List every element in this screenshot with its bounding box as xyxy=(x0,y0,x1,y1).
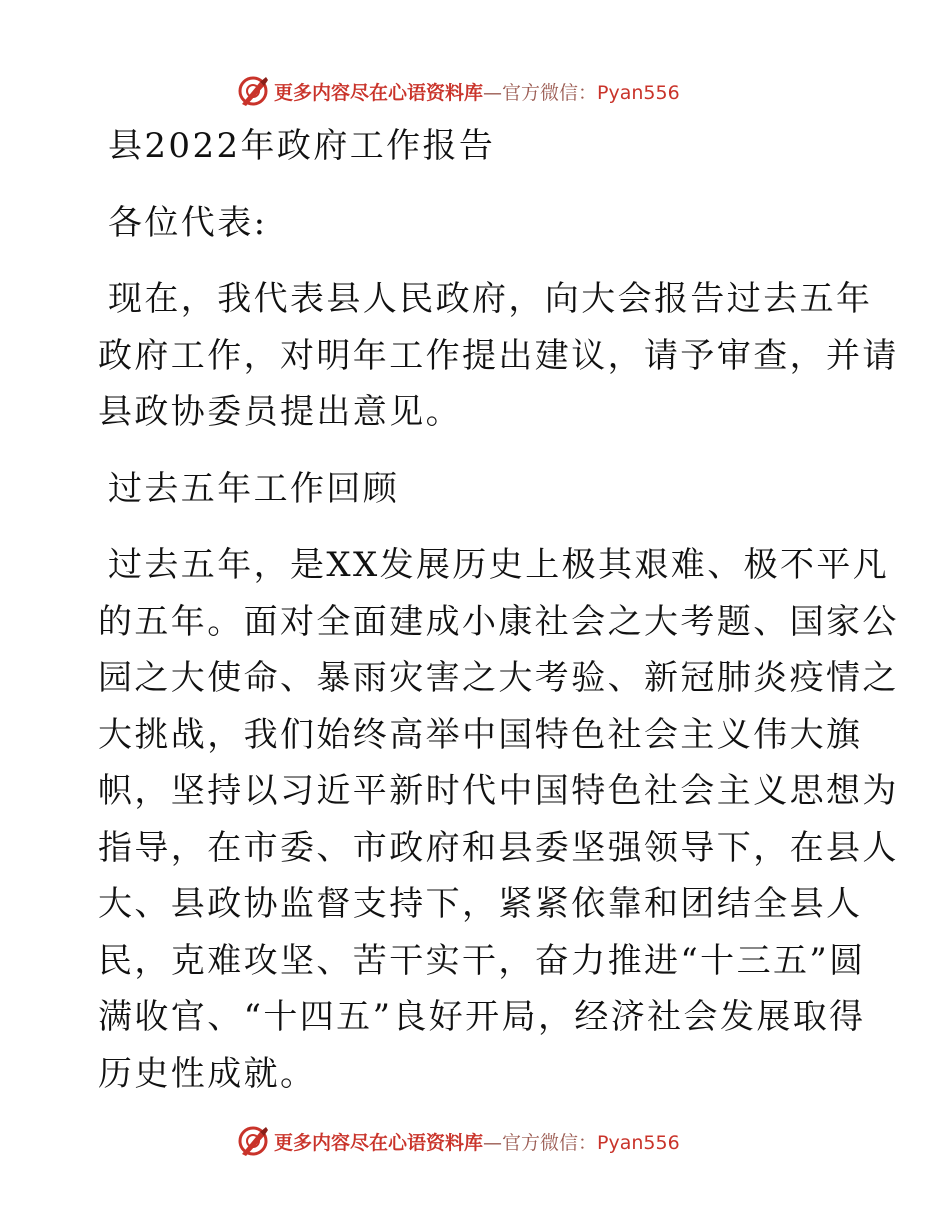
watermark-part1: 更多内容尽在心语资料库 xyxy=(274,1131,484,1154)
paragraph-line: 县政协委员提出意见。 xyxy=(98,392,462,432)
paragraph-line: 现在，我代表县人民政府，向大会报告过去五年 xyxy=(108,279,873,319)
watermark-part3: Pyan556 xyxy=(597,81,680,104)
paragraph-line: 历史性成就。 xyxy=(98,1053,317,1094)
salutation: 各位代表: xyxy=(108,202,268,243)
watermark-part3: Pyan556 xyxy=(597,1131,680,1154)
paragraph-line: 过去五年，是XX发展历史上极其艰难、极不平凡 xyxy=(108,545,890,585)
paragraph-line: 的五年。面对全面建成小康社会之大考题、国家公 xyxy=(98,601,899,642)
paragraph-line: 帜，坚持以习近平新时代中国特色社会主义思想为 xyxy=(98,771,899,811)
pen-logo-icon xyxy=(236,1124,270,1158)
footer-watermark xyxy=(236,1124,680,1158)
watermark-part1: 更多内容尽在心语资料库 xyxy=(274,81,484,104)
paragraph-2 xyxy=(98,537,899,1102)
paragraph-line: 政府工作，对明年工作提出建议，请予审查，并请 xyxy=(98,335,899,376)
paragraph-line: 满收官、“十四五”良好开局，经济社会发展取得 xyxy=(98,997,866,1037)
paragraph-line: 指导，在市委、市政府和县委坚强领导下，在县人 xyxy=(98,827,899,868)
document-body xyxy=(98,118,899,1102)
watermark-text xyxy=(274,78,680,105)
paragraph-line: 大、县政协监督支持下，紧紧依靠和团结全县人 xyxy=(98,884,863,924)
watermark-text xyxy=(274,1128,680,1155)
header-watermark xyxy=(236,74,680,108)
section-heading: 过去五年工作回顾 xyxy=(108,468,400,509)
paragraph-line: 民，克难攻坚、苦干实干，奋力推进“十三五”圆 xyxy=(98,940,866,981)
watermark-part2: —官方微信： xyxy=(483,1131,598,1154)
paragraph-line: 大挑战，我们始终高举中国特色社会主义伟大旗 xyxy=(98,714,863,755)
paragraph-line: 园之大使命、暴雨灾害之大考验、新冠肺炎疫情之 xyxy=(98,658,899,698)
paragraph-1 xyxy=(98,271,899,441)
pen-logo-icon xyxy=(236,74,270,108)
watermark-part2: —官方微信： xyxy=(483,81,598,104)
document-title: 县2022年政府工作报告 xyxy=(108,126,496,166)
